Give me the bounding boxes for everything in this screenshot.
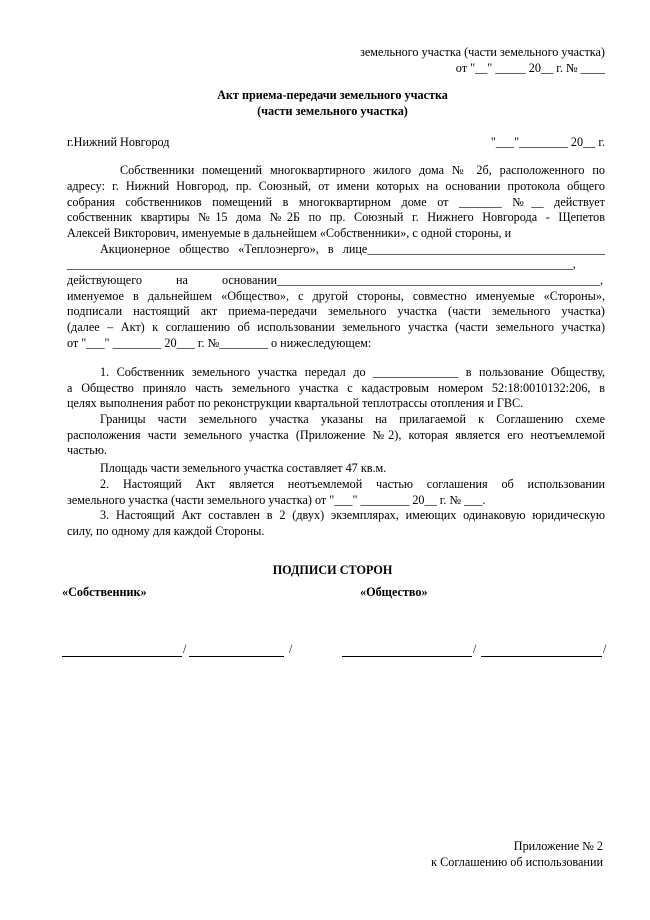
preamble-line-10: подписали настоящий акт приема-передачи земельного участка (части земельного участка) xyxy=(67,304,605,318)
company-signature-line[interactable] xyxy=(342,656,472,657)
header-line-2: от "__" _____ 20__ г. № ____ xyxy=(455,60,605,75)
owner-signature-separator: / xyxy=(183,642,187,656)
clause-2-line-2: земельного участка (части земельного участка) от "___" ________ 20__ г. № ___. xyxy=(67,493,486,507)
boundaries-line-2: расположения части земельного участка (Приложение №2), которая является его неотъемлемой xyxy=(67,428,605,442)
owner-signature-line[interactable] xyxy=(62,656,182,657)
company-name-end-separator: / xyxy=(603,642,607,656)
preamble-line-6: Акционерное общество «Теплоэнерго», в лице_______________________________________ xyxy=(100,242,605,256)
clause-3-line-1: 3. Настоящий Акт составлен в 2 (двух) экземплярах, имеющих одинаковую юридическую xyxy=(100,508,605,522)
preamble-line-8: действующего на основании_____________________________________________________, xyxy=(67,273,603,287)
boundaries-line-1: Границы части земельного участка указаны на прилагаемой к Соглашению схеме xyxy=(100,412,605,426)
clause-1-line-2: а Общество приняло часть земельного участка с кадастровым номером 52:18:0010132:206, в xyxy=(67,381,605,395)
preamble-line-5: Алексей Викторович, именуемые в дальнейшем «Собственники», с одной стороны, и xyxy=(67,226,512,240)
preamble-line-9: именуемое в дальнейшем «Общество», с другой стороны, совместно именуемые «Стороны», xyxy=(67,289,605,303)
appendix-line-1: Приложение № 2 xyxy=(513,839,603,853)
appendix-reference xyxy=(300,839,603,870)
area-statement: Площадь части земельного участка составляет 47 кв.м. xyxy=(100,461,387,475)
owner-name-end-separator: / xyxy=(289,642,293,656)
title-line-1: Акт приема-передачи земельного участка xyxy=(217,88,448,102)
company-name-line[interactable] xyxy=(481,656,602,657)
preamble-line-12: от "___" ________ 20___ г. №________ о нижеследующем: xyxy=(67,336,372,350)
preamble-line-2: адресу: г. Нижний Новгород, пр. Союзный, от имени которых на основании протокола общего xyxy=(67,179,605,193)
owner-name-line[interactable] xyxy=(189,656,284,657)
company-label: «Общество» xyxy=(360,585,428,599)
preamble-line-1: Собственники помещений многоквартирного жилого дома № 2б, расположенного по xyxy=(120,163,605,177)
appendix-line-2: к Соглашению об использовании xyxy=(431,854,603,869)
owner-label: «Собственник» xyxy=(62,585,147,599)
preamble-line-3: собрания собственников помещений в многоквартирном доме от _______ №__ действует xyxy=(67,195,605,209)
boundaries-line-3: частью. xyxy=(67,443,107,457)
signatures-heading: ПОДПИСИ СТОРОН xyxy=(272,563,393,577)
place-of-signing: г.Нижний Новгород xyxy=(67,135,170,149)
preamble-line-4: собственник квартиры №15 дома №2Б по пр. Союзный г. Нижнего Новгорода - Щепетов xyxy=(67,210,605,224)
header-line-1: земельного участка (части земельного участка) xyxy=(360,45,605,59)
clause-1-line-3: целях выполнения работ по реконструкции квартальной теплотрассы отопления и ГВС. xyxy=(67,396,524,410)
clause-3-line-2: силу, по одному для каждой Стороны. xyxy=(67,524,265,538)
preamble-line-11: (далее – Акт) к соглашению об использовании земельного участка (части земельного участка) xyxy=(67,320,605,334)
clause-1-line-1: 1. Собственник земельного участка передал до ______________ в пользование Обществу, xyxy=(100,365,605,379)
title-line-2: (части земельного участка) xyxy=(257,103,408,118)
company-signature-separator: / xyxy=(473,642,477,656)
document-title xyxy=(60,88,605,119)
document-date: "___"________ 20__ г. xyxy=(490,135,605,149)
clause-2-line-1: 2. Настоящий Акт является неотъемлемой частью соглашения об использовании xyxy=(100,477,605,491)
header-ref xyxy=(300,45,605,76)
preamble-line-7: ___________________________________________________________________________________, xyxy=(67,257,576,271)
